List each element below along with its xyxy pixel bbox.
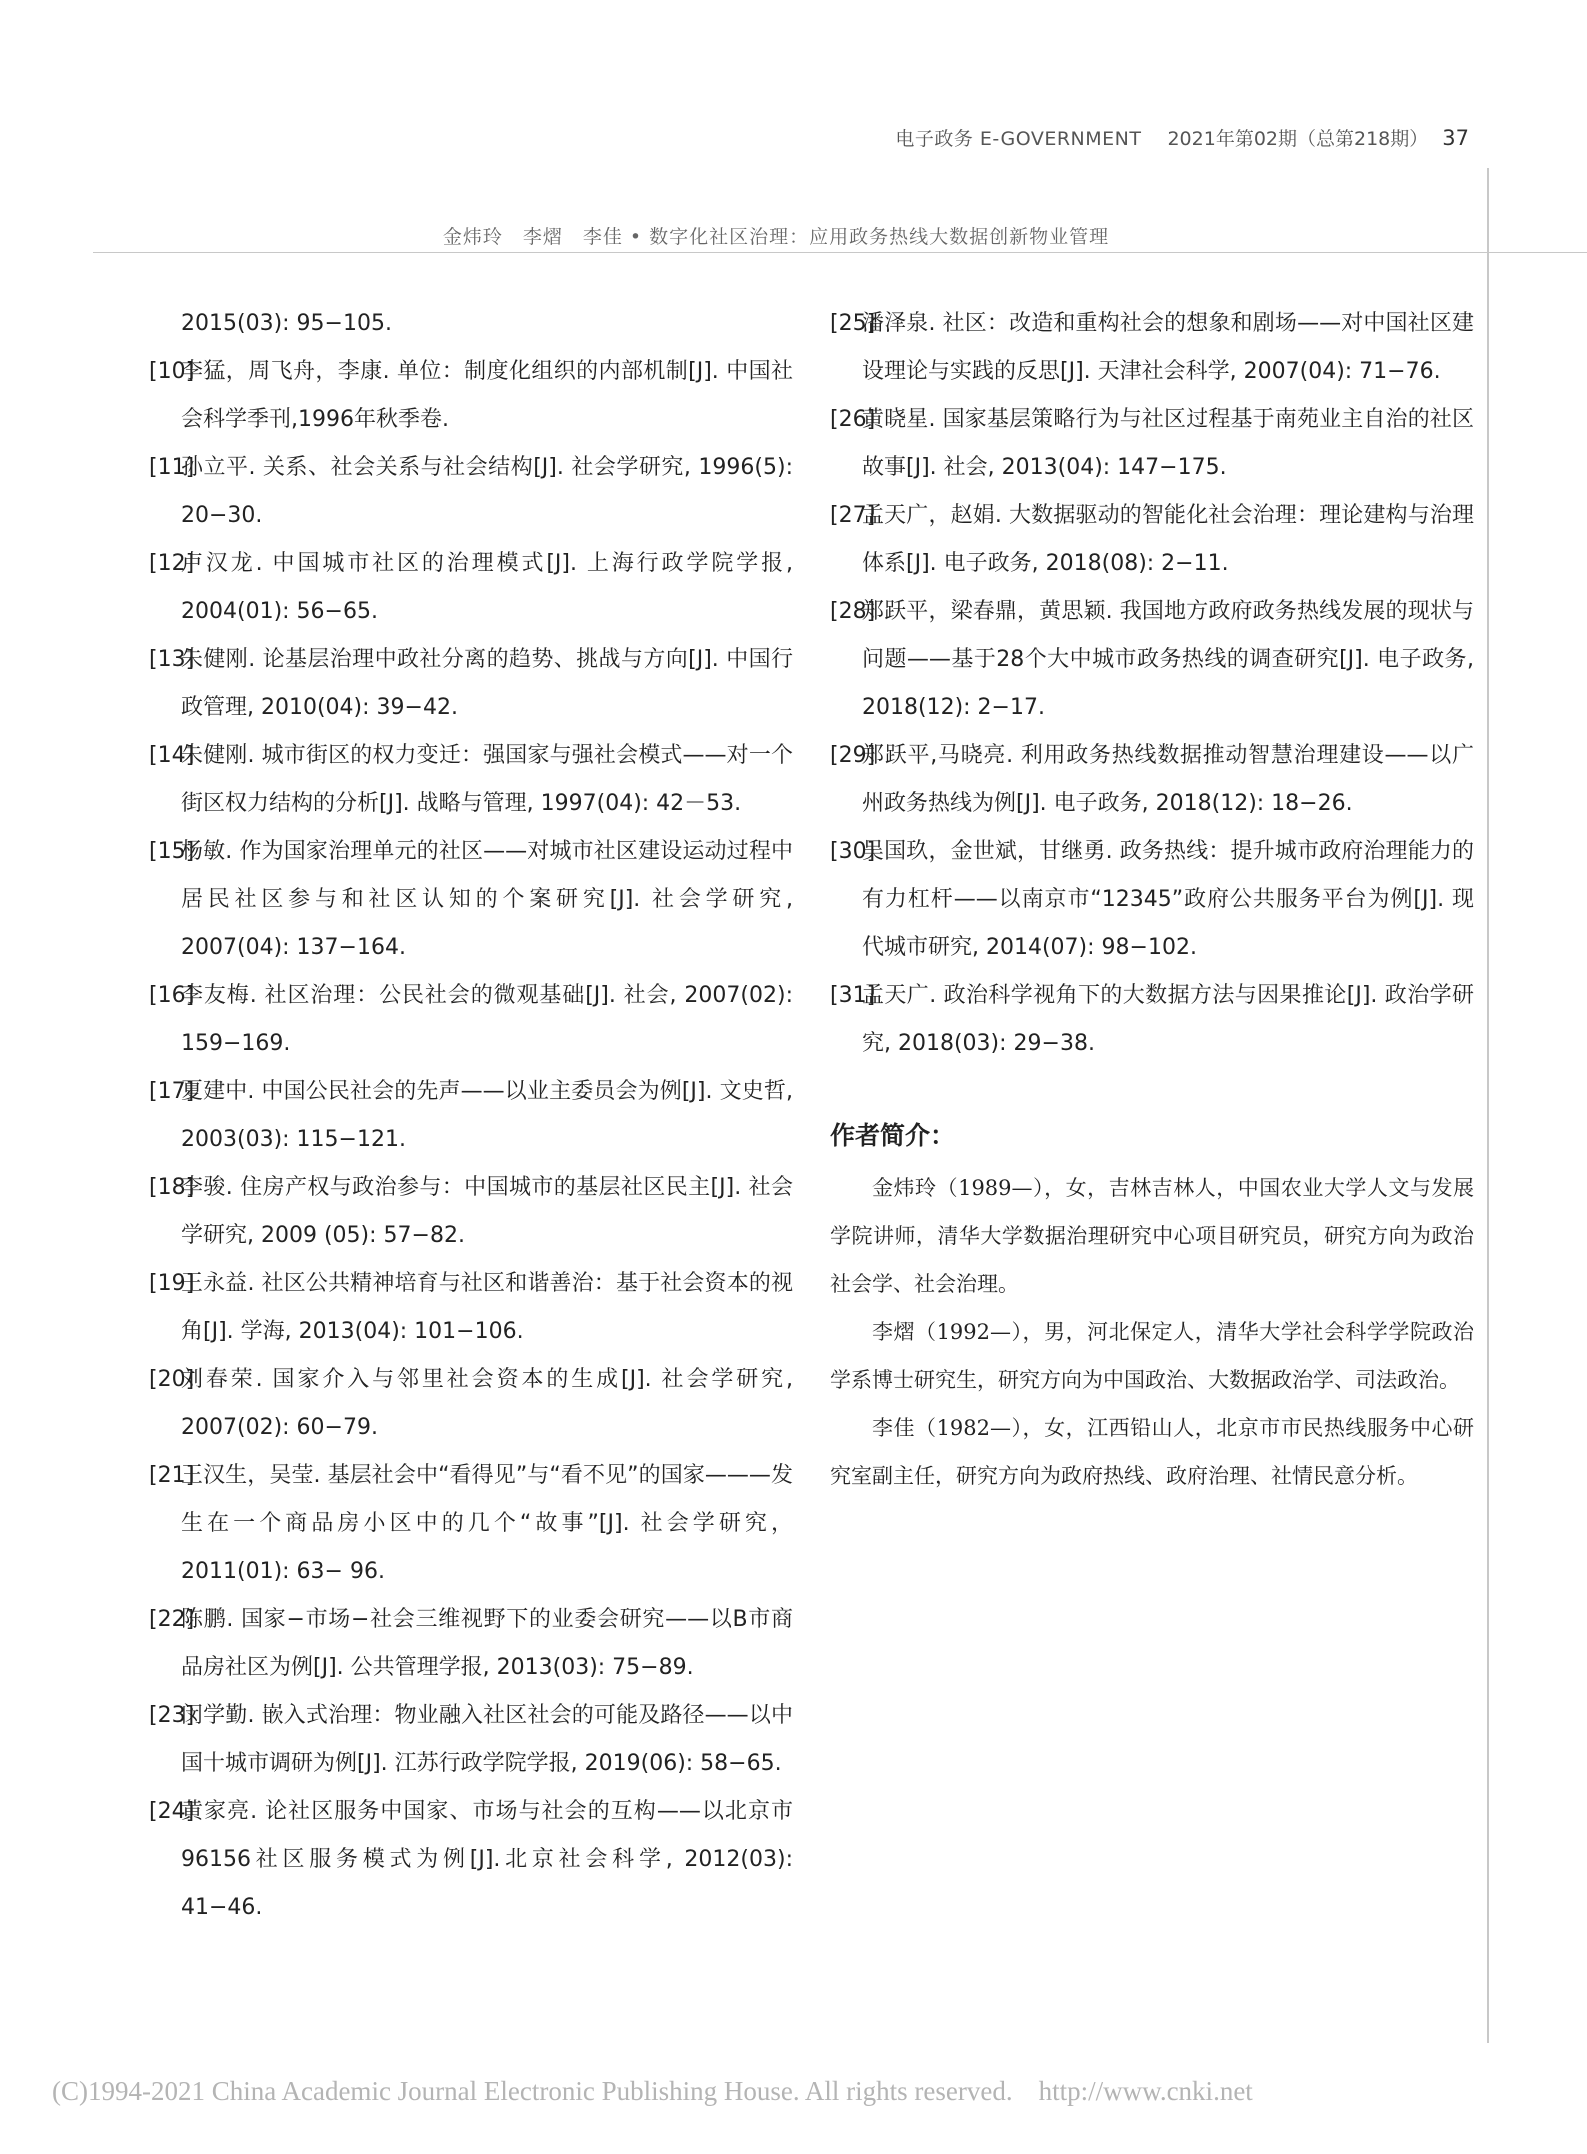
reference-text: 黄家亮. 论社区服务中国家、市场与社会的互构——以北京市96156社区服务模式为例[J].北京社会科学, 2012(03): 41−46. <box>181 1799 793 1920</box>
author-bio: 李佳（1982—），女，江西铅山人，北京市市民热线服务中心研究室副主任，研究方向为政府热线、政府治理、社情民意分析。 <box>830 1416 1474 1488</box>
reference-number: [31] <box>830 983 876 1008</box>
reference-number: [14] <box>149 743 195 768</box>
author-bio: 李熠（1992—），男，河北保定人，清华大学社会科学学院政治学系博士研究生，研究方向为中国政治、大数据政治学、司法政治。 <box>830 1320 1474 1392</box>
page-number: 37 <box>1442 126 1469 150</box>
reference-text: 2015(03): 95−105. <box>181 311 392 336</box>
reference-text: 孟天广. 政治科学视角下的大数据方法与因果推论[J]. 政治学研究, 2018(03): 29−38. <box>862 983 1474 1056</box>
reference-number: [19] <box>149 1271 195 1296</box>
issue-info: 2021年第02期（总第218期） <box>1167 128 1429 150</box>
reference-number: [24] <box>149 1799 195 1824</box>
reference-item <box>149 540 793 636</box>
reference-number: [23] <box>149 1703 195 1728</box>
reference-text: 刘春荣. 国家介入与邻里社会资本的生成[J]. 社会学研究, 2007(02): 60−79. <box>181 1367 793 1440</box>
reference-text: 闵学勤. 嵌入式治理：物业融入社区社会的可能及路径——以中国十城市调研为例[J]. 江苏行政学院学报, 2019(06): 58−65. <box>181 1703 793 1776</box>
reference-text: 王永益. 社区公共精神培育与社区和谐善治：基于社会资本的视角[J]. 学海, 2013(04): 101−106. <box>181 1271 793 1344</box>
reference-number: [20] <box>149 1367 195 1392</box>
reference-text: 郑跃平,马晓亮. 利用政务热线数据推动智慧治理建设——以广州政务热线为例[J]. 电子政务, 2018(12): 18−26. <box>862 743 1474 816</box>
reference-number: [18] <box>149 1175 195 1200</box>
page-header <box>895 124 1469 151</box>
reference-text: 孟天广，赵娟. 大数据驱动的智能化社会治理：理论建构与治理体系[J]. 电子政务, 2018(08): 2−11. <box>862 503 1474 576</box>
reference-item <box>149 1068 793 1164</box>
reference-item <box>149 1164 793 1260</box>
reference-number: [30] <box>830 839 876 864</box>
references-left-column <box>149 300 793 1932</box>
reference-number: [29] <box>830 743 876 768</box>
reference-item <box>830 396 1474 492</box>
reference-text: 吴国玖，金世斌，甘继勇. 政务热线：提升城市政府治理能力的有力杠杆——以南京市“12345”政府公共服务平台为例[J]. 现代城市研究, 2014(07): 98−102. <box>862 839 1474 960</box>
reference-item <box>830 300 1474 396</box>
footer-url: http://www.cnki.net <box>1038 2076 1253 2106</box>
reference-item <box>149 1260 793 1356</box>
reference-number: [16] <box>149 983 195 1008</box>
reference-item <box>830 828 1474 972</box>
reference-text: 李友梅. 社区治理：公民社会的微观基础[J]. 社会, 2007(02): 159−169. <box>181 983 793 1056</box>
reference-item <box>149 636 793 732</box>
author-bio-heading: 作者简介： <box>830 1121 956 1150</box>
reference-text: 夏建中. 中国公民社会的先声——以业主委员会为例[J]. 文史哲, 2003(03): 115−121. <box>181 1079 793 1152</box>
reference-number: [11] <box>149 455 195 480</box>
reference-text: 郑跃平，梁春鼎，黄思颖. 我国地方政府政务热线发展的现状与问题——基于28个大中城市政务热线的调查研究[J]. 电子政务, 2018(12): 2−17. <box>862 599 1474 720</box>
reference-text: 黄晓星. 国家基层策略行为与社区过程基于南苑业主自治的社区故事[J]. 社会, 2013(04): 147−175. <box>862 407 1474 480</box>
reference-item <box>830 732 1474 828</box>
reference-number: [26] <box>830 407 876 432</box>
footer-copyright <box>52 2076 1253 2107</box>
reference-number: [17] <box>149 1079 195 1104</box>
reference-text: 卢汉龙. 中国城市社区的治理模式[J]. 上海行政学院学报, 2004(01): 56−65. <box>181 551 793 624</box>
reference-text: 杨敏. 作为国家治理单元的社区——对城市社区建设运动过程中居民社区参与和社区认知的个案研究[J]. 社会学研究, 2007(04): 137−164. <box>181 839 793 960</box>
journal-name: 电子政务 E-GOVERNMENT <box>895 128 1142 150</box>
reference-number: [27] <box>830 503 876 528</box>
reference-text: 陈鹏. 国家−市场−社会三维视野下的业委会研究——以B市商品房社区为例[J]. 公共管理学报, 2013(03): 75−89. <box>181 1607 793 1680</box>
reference-number: [10] <box>149 359 195 384</box>
reference-item <box>149 1596 793 1692</box>
reference-item <box>830 972 1474 1068</box>
header-divider <box>93 252 1587 253</box>
reference-item <box>149 972 793 1068</box>
reference-number: [28] <box>830 599 876 624</box>
reference-item <box>149 732 793 828</box>
reference-item <box>149 1692 793 1788</box>
reference-number: [12] <box>149 551 195 576</box>
copyright-text: (C)1994-2021 China Academic Journal Electronic Publishing House. All rights reserved. <box>52 2076 1013 2106</box>
references-right-column <box>830 300 1474 1500</box>
reference-number: [21] <box>149 1463 195 1488</box>
reference-text: 李猛，周飞舟，李康. 单位：制度化组织的内部机制[J]. 中国社会科学季刊,1996年秋季卷. <box>181 359 793 432</box>
reference-item <box>149 828 793 972</box>
author-bio: 金炜玲（1989—），女，吉林吉林人，中国农业大学人文与发展学院讲师，清华大学数据治理研究中心项目研究员，研究方向为政治社会学、社会治理。 <box>830 1176 1474 1296</box>
reference-item <box>149 444 793 540</box>
reference-item <box>149 300 793 348</box>
reference-item <box>149 1788 793 1932</box>
reference-number: [15] <box>149 839 195 864</box>
reference-text: 潘泽泉. 社区：改造和重构社会的想象和剧场——对中国社区建设理论与实践的反思[J]. 天津社会科学, 2007(04): 71−76. <box>862 311 1474 384</box>
reference-text: 王汉生，吴莹. 基层社会中“看得见”与“看不见”的国家———发生在一个商品房小区中的几个“故事”[J]. 社会学研究，2011(01): 63− 96. <box>181 1463 793 1584</box>
reference-number: [22] <box>149 1607 195 1632</box>
reference-text: 朱健刚. 城市街区的权力变迁：强国家与强社会模式——对一个街区权力结构的分析[J]. 战略与管理, 1997(04): 42－53. <box>181 743 793 816</box>
reference-text: 朱健刚. 论基层治理中政社分离的趋势、挑战与方向[J]. 中国行政管理, 2010(04): 39−42. <box>181 647 793 720</box>
reference-number: [25] <box>830 311 876 336</box>
reference-item <box>149 1452 793 1596</box>
reference-text: 孙立平. 关系、社会关系与社会结构[J]. 社会学研究, 1996(5): 20−30. <box>181 455 793 528</box>
reference-number: [13] <box>149 647 195 672</box>
reference-text: 李骏. 住房产权与政治参与：中国城市的基层社区民主[J]. 社会学研究, 2009 (05): 57−82. <box>181 1175 793 1248</box>
reference-item <box>830 588 1474 732</box>
reference-item <box>149 1356 793 1452</box>
right-margin-rule <box>1487 168 1489 2043</box>
reference-item <box>830 492 1474 588</box>
running-title: 金炜玲 李熠 李佳 • 数字化社区治理：应用政务热线大数据创新物业管理 <box>442 226 1110 248</box>
reference-item <box>149 348 793 444</box>
